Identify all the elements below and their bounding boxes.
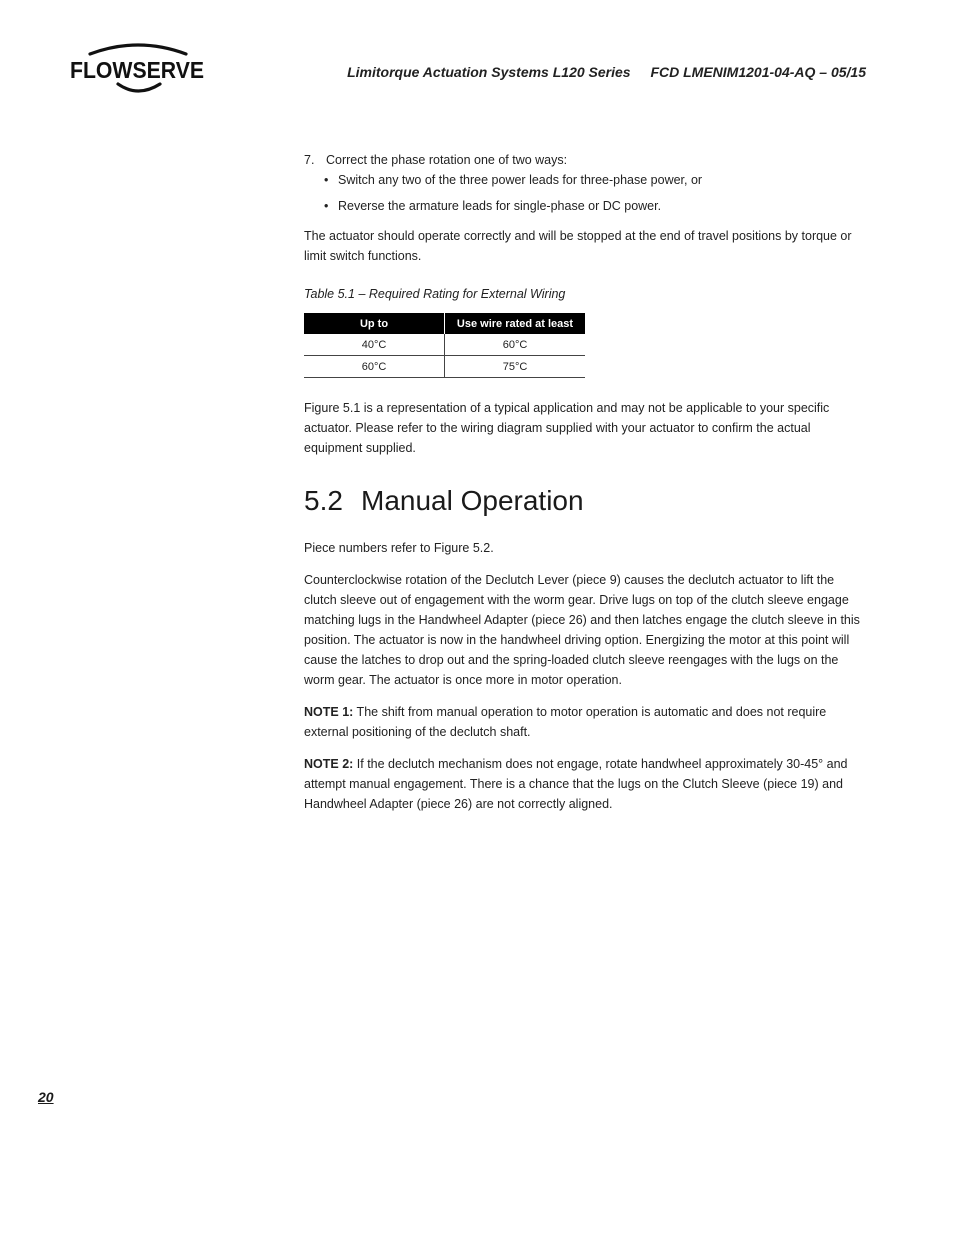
- list-item: • Switch any two of the three power leads for three-phase power, or: [324, 170, 870, 190]
- section-intro: Piece numbers refer to Figure 5.2.: [304, 541, 494, 555]
- table-row: [304, 334, 585, 356]
- table-header-cell: Up to: [304, 313, 445, 334]
- header-title: Limitorque Actuation Systems L120 Series: [347, 64, 631, 80]
- note-2-text: If the declutch mechanism does not engage, rotate handwheel approximately 30-45° and attempt manual engagement. There is a chance that the lugs on the Clutch Sleeve (piece 19) and Handwheel Adapter (piece 26) are not correctly aligned.: [304, 757, 848, 811]
- header-doc-code: FCD LMENIM1201-04-AQ – 05/15: [650, 64, 866, 80]
- table-cell: 60°C: [304, 356, 445, 378]
- step-7: [304, 150, 870, 170]
- list-item: • Reverse the armature leads for single-phase or DC power.: [324, 196, 870, 216]
- figure-note-paragraph: [304, 398, 870, 458]
- figure-note-line-2: equipment supplied.: [304, 441, 416, 455]
- note-1-text: The shift from manual operation to motor operation is automatic and does not require external positioning of the declutch shaft.: [304, 705, 827, 739]
- note-1-label: NOTE 1:: [304, 705, 354, 719]
- section-number: 5.2: [304, 485, 343, 516]
- note-2: [304, 754, 870, 814]
- note-2-label: NOTE 2:: [304, 757, 354, 771]
- figure-note-line-1: Figure 5.1 is a representation of a typical application and may not be applicable to your specific actuator. Please refer to the wiring diagram supplied with your actuator to confirm the actual: [304, 401, 830, 435]
- section-body: Counterclockwise rotation of the Declutch Lever (piece 9) causes the declutch actuator to lift the clutch sleeve out of engagement with the worm gear. Drive lugs on top of the clutch sleeve engage matching lugs in the Handwheel Adapter (piece 26) and then latches engage the clutch sleeve in this position. The actuator is now in the handwheel driving option. Energizing the motor at this point will cause the latches to drop out and the spring-loaded clutch sleeve reengages with the lugs on the worm gear. The actuator is once more in motor operation.: [304, 573, 860, 687]
- logo-wordmark: FLOWSERVE: [70, 57, 204, 83]
- step-number: 7.: [304, 153, 315, 167]
- table-cell: 60°C: [445, 334, 586, 356]
- section-heading: [304, 484, 870, 518]
- step-text: Correct the phase rotation one of two ways:: [326, 153, 568, 167]
- main-content: [304, 150, 870, 826]
- section-title: Manual Operation: [361, 485, 584, 516]
- operate-paragraph: The actuator should operate correctly and will be stopped at the end of travel positions by torque or limit switch functions.: [304, 229, 852, 263]
- page-number: 20: [38, 1089, 54, 1105]
- wiring-rating-table: [304, 313, 585, 378]
- note-1: [304, 702, 870, 742]
- table-header-row: [304, 313, 585, 334]
- flowserve-logo: [68, 42, 208, 96]
- table-row: [304, 356, 585, 378]
- page-header: [347, 64, 866, 80]
- bullet-list: [304, 170, 870, 216]
- table-caption: Table 5.1 – Required Rating for External Wiring: [304, 287, 566, 301]
- table-cell: 75°C: [445, 356, 586, 378]
- table-cell: 40°C: [304, 334, 445, 356]
- table-header-cell: Use wire rated at least: [445, 313, 586, 334]
